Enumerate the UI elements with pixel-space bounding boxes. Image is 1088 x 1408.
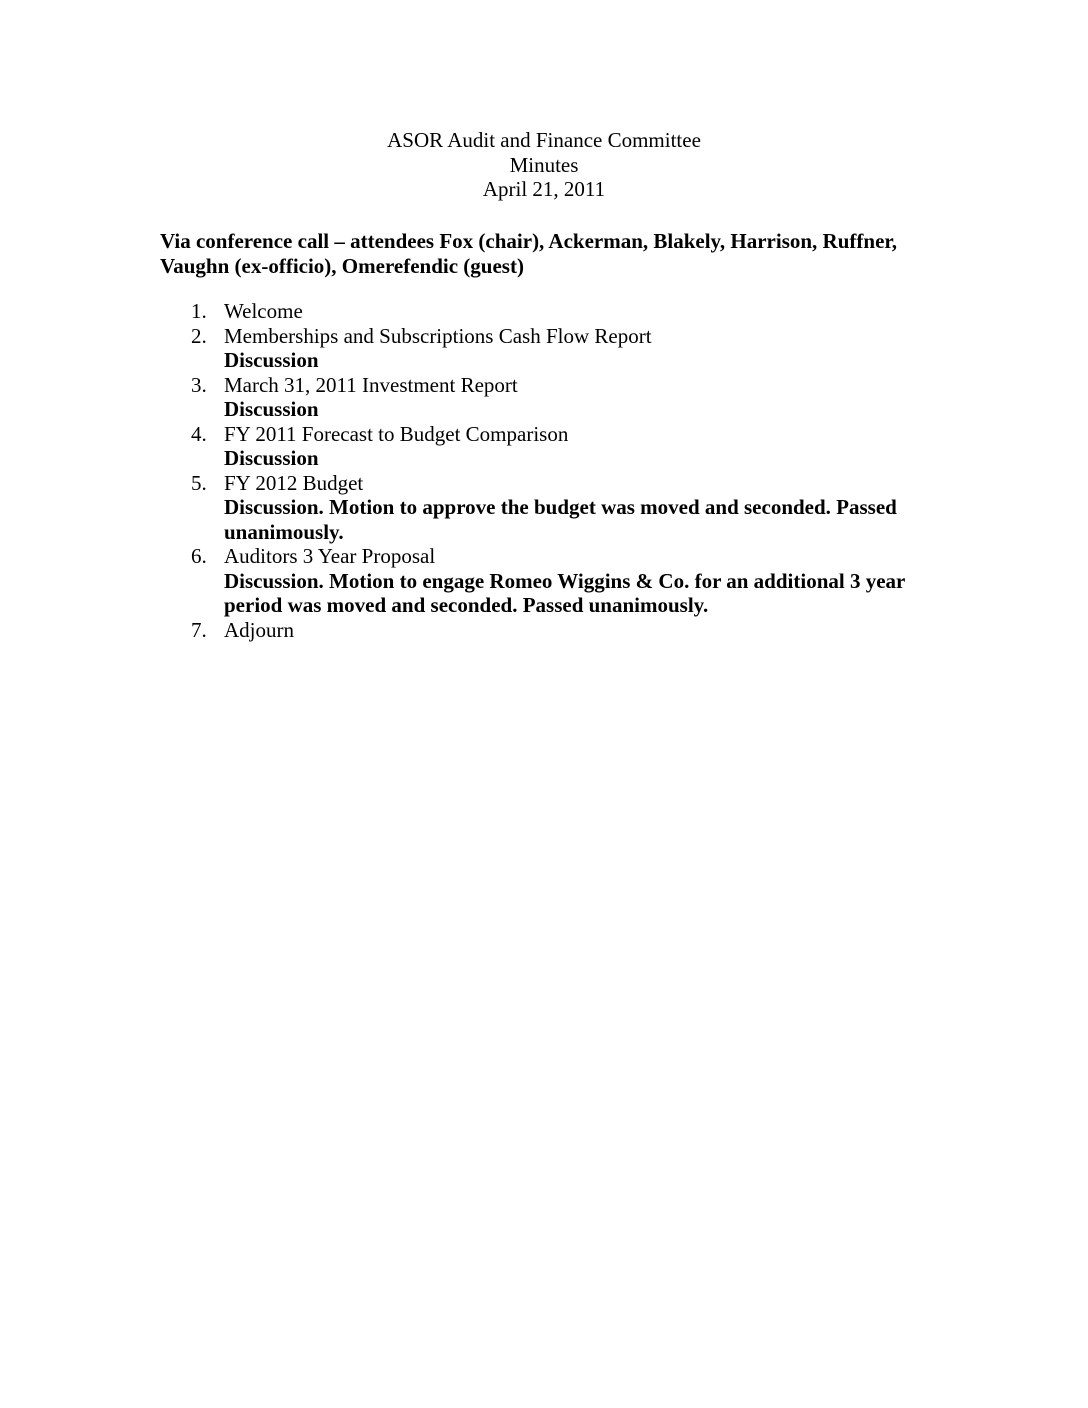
agenda-item-note: Discussion. Motion to engage Romeo Wiggins & Co. for an additional 3 year period was moved and seconded. Passed unanimously. (224, 568, 905, 617)
attendees-paragraph: Via conference call – attendees Fox (chair), Ackerman, Blakely, Harrison, Ruffner, Vaughn (ex-officio), Omerefendic (guest) (160, 229, 898, 278)
agenda-item (160, 324, 960, 373)
agenda-list (160, 299, 960, 642)
agenda-item-title: FY 2011 Forecast to Budget Comparison (224, 421, 569, 446)
agenda-item-title: Memberships and Subscriptions Cash Flow Report (224, 323, 652, 348)
agenda-item-title: March 31, 2011 Investment Report (224, 372, 518, 397)
committee-name: ASOR Audit and Finance Committee (387, 128, 701, 152)
agenda-item-number: 7. (191, 617, 207, 642)
agenda-item-note: Discussion (224, 397, 319, 421)
agenda-item-title: Auditors 3 Year Proposal (224, 544, 436, 568)
agenda-item-title: FY 2012 Budget (224, 470, 364, 495)
agenda-item (160, 373, 960, 422)
document-type: Minutes (509, 152, 579, 177)
meeting-date: April 21, 2011 (482, 177, 606, 201)
agenda-item-number: 1. (191, 299, 207, 323)
agenda-item-title: Adjourn (224, 617, 294, 642)
agenda-item (160, 544, 960, 618)
agenda-item-number: 6. (191, 544, 207, 568)
agenda-item-note: Discussion (224, 446, 319, 470)
agenda-item-number: 2. (191, 323, 207, 348)
document-heading (0, 128, 1088, 202)
agenda-item (160, 299, 960, 324)
agenda-item (160, 422, 960, 471)
agenda-item-note: Discussion (224, 348, 319, 372)
agenda-item-title: Welcome (224, 299, 303, 323)
agenda-item-number: 4. (191, 421, 207, 446)
agenda-item-number: 5. (191, 470, 207, 495)
agenda-item-number: 3. (191, 372, 207, 397)
agenda-item (160, 471, 960, 545)
agenda-item (160, 618, 960, 643)
agenda-item-note: Discussion. Motion to approve the budget was moved and seconded. Passed unanimously. (224, 495, 897, 544)
